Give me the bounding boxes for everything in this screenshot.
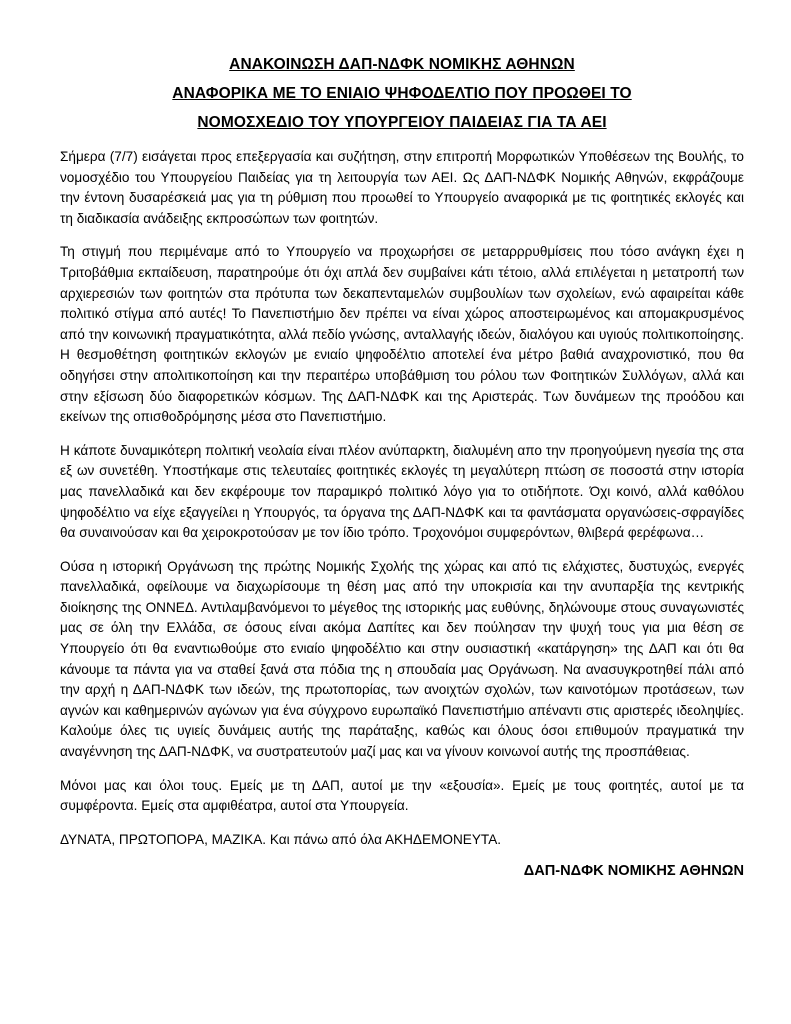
title-line-2: ΑΝΑΦΟΡΙΚΑ ΜΕ ΤΟ ΕΝΙΑΙΟ ΨΗΦΟΔΕΛΤΙΟ ΠΟΥ ΠΡΟΩΘΕΙ ΤΟ bbox=[172, 85, 632, 102]
announcement-header bbox=[60, 50, 744, 137]
announcement-body bbox=[60, 147, 744, 850]
title-line-3: ΝΟΜΟΣΧΕΔΙΟ ΤΟΥ ΥΠΟΥΡΓΕΙΟΥ ΠΑΙΔΕΙΑΣ ΓΙΑ ΤΑ ΑΕΙ bbox=[197, 114, 607, 131]
signature: ΔΑΠ-ΝΔΦΚ ΝΟΜΙΚΗΣ ΑΘΗΝΩΝ bbox=[523, 863, 744, 880]
paragraph-3: Η κάποτε δυναμικότερη πολιτική νεολαία είναι πλέον ανύπαρκτη, διαλυμένη απο την προηγούμενη ηγεσία της στα εξ ων συνετέθη. Υποστήκαμε στις τελευταίες φοιτητικές εκλογές τη μεγαλύτερη πτώση σε ποσοστά στην ιστορία μας πανελλαδικά και δεν εκφέρουμε τον παραμικρό πολιτικό λόγο για το οτιδήποτε. Όχι κοινό, αλλά καθόλου ψηφοδέλτιο να είχε εξαγγείλει η Υπουργός, τα όργανα της ΔΑΠ-ΝΔΦΚ και τα φαντάσματα οργανώσεις-σφραγίδες θα συναινούσαν και θα χειροκροτούσαν με τον ίδιο τρόπο. Τροχονόμοι συμφερόντων, θλιβερά φερέφωνα… bbox=[60, 442, 744, 541]
paragraph-4: Ούσα η ιστορική Οργάνωση της πρώτης Νομικής Σχολής της χώρας και από τις ελάχιστες, δυστυχώς, ενεργές πανελλαδικά, οφείλουμε να διαχωρίσουμε τη θέση μας από την υποκρισία και την ανυπαρξία της κεντρικής διοίκησης της ΟΝΝΕΔ. Αντιλαμβανόμενοι το μέγεθος της ιστορικής μας ευθύνης, δηλώνουμε στους συναγωνιστές μας σε όλη την Ελλάδα, σε όσους είναι ακόμα Δαπίτες και δεν πούλησαν την ψυχή τους για μια θέση σε Υπουργείο ότι θα εναντιωθούμε στο ενιαίο ψηφοδέλτιο και στην ουσιαστική «κατάργηση» της ΔΑΠ και ότι θα κάνουμε τα πάντα για να σταθεί ξανά στα πόδια της η σπουδαία μας Οργάνωση. Να ανασυγκροτηθεί πάλι από την αρχή η ΔΑΠ-ΝΔΦΚ των ιδεών, της πρωτοπορίας, των ανοιχτών σχολών, των καινοτόμων προτάσεων, των αγνών και καθημερινών αγώνων για ένα σύγχρονο ευρωπαϊκό Πανεπιστήμιο απέναντι στις αριστερές ιδεοληψίες. Καλούμε όλες τις υγιείς δυνάμεις αυτής της παράταξης, καθώς και όλους όσοι επιθυμούν πραγματικά την αναγέννηση της ΔΑΠ-ΝΔΦΚ, να συστρατευτούν μαζί μας και να γίνουν κοινωνοί αυτής της προσπάθειας. bbox=[60, 558, 744, 760]
announcement-page bbox=[60, 50, 744, 879]
paragraph-6: ΔΥΝΑΤΑ, ΠΡΩΤΟΠΟΡΑ, ΜΑΖΙΚΑ. Και πάνω από όλα ΑΚΗΔΕΜΟΝΕΥΤΑ. bbox=[60, 831, 502, 847]
paragraph-2: Τη στιγμή που περιμέναμε από το Υπουργείο να προχωρήσει σε μεταρρρυθμίσεις που τόσο ανάγκη έχει η Τριτοβάθμια εκπαίδευση, παρατηρούμε ότι όχι απλά δεν συμβαίνει κάτι τέτοιο, αλλά επιλέγεται η μετατροπή των αρχιερεσιών των φοιτητών στα πρότυπα των δεκαπενταμελών συμβουλίων των σχολείων, ενώ αφαιρείται κάθε πολιτικό στίγμα από αυτές! Το Πανεπιστήμιο δεν πρέπει να είναι χώρος αποστειρωμένος και απομακρυσμένος από την κοινωνική πραγματικότητα, αλλά πεδίο γνώσης, ανταλλαγής ιδεών, διαλόγου και υγιούς πολιτικοποίησης. Η θεσμοθέτηση φοιτητικών εκλογών με ενιαίο ψηφοδέλτιο αποτελεί ένα μέτρο βαθιά αναχρονιστικό, που θα οδηγήσει στην απολιτικοποίηση και την περαιτέρω υποβάθμιση του ρόλου των Φοιτητικών Συλλόγων, αλλά και στην εξίσωση δύο διαφορετικών κόσμων. Της ΔΑΠ-ΝΔΦΚ και της Αριστεράς. Των δυνάμεων της προόδου και εκείνων της οπισθοδρόμησης μέσα στο Πανεπιστήμιο. bbox=[60, 244, 744, 425]
title-line-1: ΑΝΑΚΟΙΝΩΣΗ ΔΑΠ-ΝΔΦΚ ΝΟΜΙΚΗΣ ΑΘΗΝΩΝ bbox=[229, 56, 575, 73]
paragraph-1: Σήμερα (7/7) εισάγεται προς επεξεργασία και συζήτηση, στην επιτροπή Μορφωτικών Υποθέσεων της Βουλής, το νομοσχέδιο του Υπουργείου Παιδείας για τη λειτουργία των ΑΕΙ. Ως ΔΑΠ-ΝΔΦΚ Νομικής Αθηνών, εκφράζουμε την έντονη δυσαρέσκειά μας για τη ρύθμιση που προωθεί το Υπουργείο αναφορικά με τις φοιτητικές εκλογές και τη διαδικασία ανάδειξης εκπροσώπων των φοιτητών. bbox=[60, 149, 744, 226]
paragraph-5: Μόνοι μας και όλοι τους. Εμείς με τη ΔΑΠ, αυτοί με την «εξουσία». Εμείς με τους φοιτητές, αυτοί με τα συμφέροντα. Εμείς στα αμφιθέατρα, αυτοί στα Υπουργεία. bbox=[60, 777, 744, 814]
